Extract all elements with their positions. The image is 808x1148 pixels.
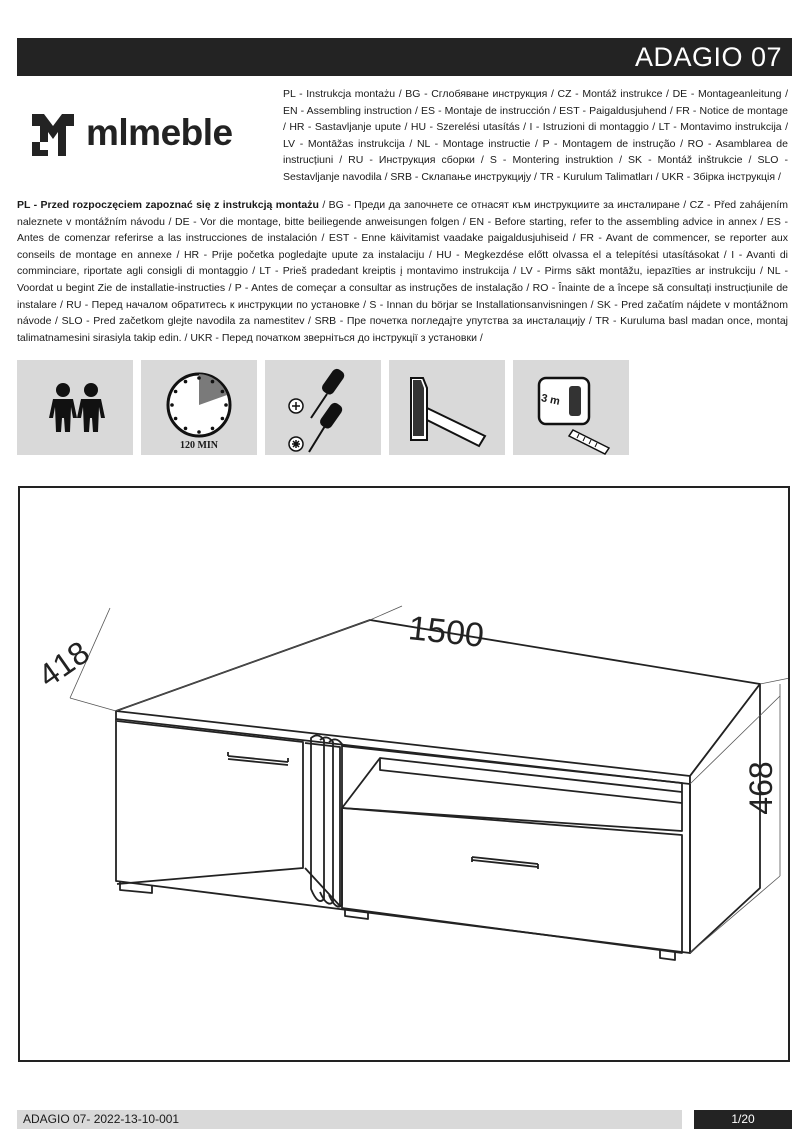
screwdrivers-icon	[265, 360, 381, 455]
tool-two-people	[17, 360, 133, 455]
brand-logo	[30, 112, 270, 162]
two-people-icon	[17, 360, 133, 455]
brand-mark-icon	[30, 112, 76, 158]
document-code: ADAGIO 07- 2022-13-10-001	[23, 1112, 180, 1126]
tv-cabinet-illustration	[20, 488, 788, 1060]
footer-document-code	[17, 1110, 682, 1129]
tool-hammer	[389, 360, 505, 455]
dimension-height: 468	[743, 761, 779, 815]
product-title: ADAGIO 07	[634, 42, 782, 72]
footer-page-number	[694, 1110, 792, 1129]
dimension-width: 1500	[406, 609, 486, 655]
title-bar	[17, 38, 792, 76]
time-label: 120 MIN	[179, 440, 219, 451]
before-start-text: / BG - Преди да започнете се отнасят към инструкциите за инсталиране / CZ - Před zahájením naleznete v montážním návodu / DE - Vor die montage, bitte beiliegende anweisungen folgen / EN - Before starting, refer to the assembling advice in annex / ES - Antes de comenzar referirse a las instrucciones de instalación / EST - Enne käivitamist vaadake paigaldusjuhiseid / FR - Avant de commencer, se reporter aux conseils de montage en annexe / HR - Prije početka pogledajte upute za instalaciju / HU - Megkezdése előtt olvassa el a telepítési utasításokat / I - Avanti di comminciare, riportate agli consigli di montaggio / LT - Prieš pradedant kreiptis į montavimo instrukcija / LV - Pirms sākt montāžu, iepazīties ar instrukciju / NL - Voordat u begint Zie de installatie-instructies / P - Antes de começar a consultar as instruções de instalação / RO - Înainte de a începe să consultați instrucțiunile de instalare / RU - Перед началом обратитесь к инструкции по установке / S - Innan du börjar se Installationsanvisningen / SK - Pred začatím nájdete v montážnom návode / SLO - Pred začetkom glejte navodila za namestitev / SRB - Пре почетка погледајте упутства за инсталацију / TR - Kuruluma basl madan once, montaj talimatnamesini sirasiyla takip edin. / UKR - Перед початком зверніться до інструкції з установки /	[17, 199, 788, 344]
hammer-icon	[389, 360, 505, 455]
before-start-bold: PL - Przed rozpoczęciem zapoznać się z instrukcją montażu	[17, 199, 319, 211]
tool-tape-measure	[513, 360, 629, 455]
assembly-instruction-languages: PL - Instrukcja montażu / BG - Сглобяване инструкция / CZ - Montáž instrukce / DE - Montageanleitung / EN - Assembling instruction / ES - Montaje de instrucción / EST - Paigaldusjuhend / FR - Notice de montage / HR - Sastavljanje upute / HU - Szerelési utasítás / I - Istruzioni di montaggio / LT - Montavimo instrukcija / LV - Montāžas instrukcija / NL - Montage instructie / P - Montagem de instrução / RO - Asamblarea de instrucțiuni / RU - Инструкция сборки / S - Montering instruktion / SK - Montáž inštrukcie / SLO - Sestavljanje navodila / SRB - Склапање инструкцију / TR - Kurulum Talimatları / UKR - Збірка інструкція /	[283, 88, 788, 183]
tool-time	[141, 360, 257, 455]
before-start-notice	[17, 197, 788, 346]
tool-screwdrivers	[265, 360, 381, 455]
brand-name: mlmeble	[86, 112, 233, 153]
tape-length-label: 3 m	[539, 392, 562, 408]
tape-measure-icon	[513, 360, 629, 455]
page-number: 1/20	[731, 1112, 755, 1126]
product-drawing	[18, 486, 790, 1062]
dimension-depth: 418	[31, 633, 96, 695]
